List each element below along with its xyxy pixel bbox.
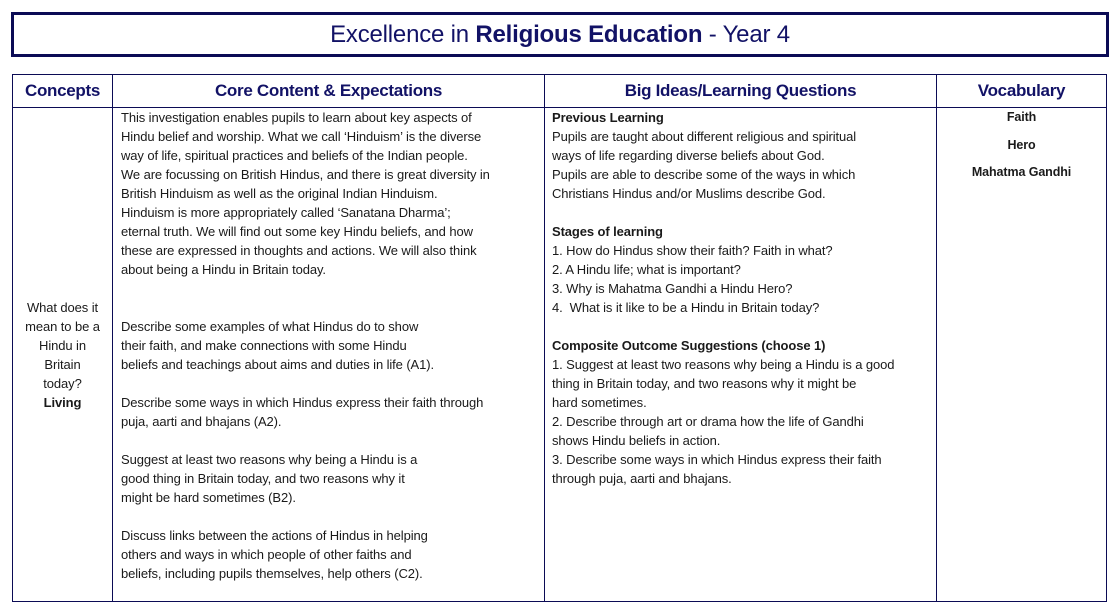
column-divider (112, 75, 113, 601)
composite-line: hard sometimes. (552, 395, 647, 410)
stages-section (552, 222, 934, 317)
core-intro-line: way of life, spiritual practices and beliefs of the Indian people. (121, 148, 468, 163)
title-suffix: - Year 4 (702, 20, 790, 48)
expectation-line: beliefs, including pupils themselves, help others (C2). (121, 566, 423, 581)
big-ideas-cell (552, 108, 934, 488)
vocab-term: Faith (1006, 110, 1037, 124)
core-intro-line: We are focussing on British Hindus, and there is great diversity in (121, 167, 490, 182)
core-intro-line: eternal truth. We will find out some key Hindu beliefs, and how (121, 224, 473, 239)
core-intro-line: Hinduism is more appropriately called ‘Sanatana Dharma’; (121, 205, 451, 220)
concept-question-line: mean to be a (25, 319, 100, 334)
expectation-line: Suggest at least two reasons why being a Hindu is a (121, 452, 418, 467)
stages-heading: Stages of learning (552, 224, 663, 239)
previous-learning-heading: Previous Learning (552, 110, 664, 125)
core-intro-line: This investigation enables pupils to learn about key aspects of (121, 110, 472, 125)
composite-line: thing in Britain today, and two reasons why it might be (552, 376, 857, 391)
concept-question-line: What does it (26, 300, 99, 315)
page-title (11, 12, 1109, 57)
concept-question-line: Hindu in (39, 338, 86, 353)
core-intro-line: British Hinduism as well as the original Indian Hinduism. (121, 186, 438, 201)
previous-learning-line: Pupils are able to describe some of the ways in which (552, 167, 856, 182)
expectation-a2 (121, 393, 541, 431)
previous-learning-line: ways of life regarding diverse beliefs about God. (552, 148, 825, 163)
vocab-term: Hero (1007, 137, 1036, 152)
core-intro-line: Hindu belief and worship. What we call ‘Hinduism’ is the diverse (121, 129, 482, 144)
expectation-a1 (121, 317, 541, 374)
stage-item: 4. What is it like to be a Hindu in Britain today? (552, 300, 820, 315)
expectation-b2 (121, 450, 541, 507)
expectation-line: Describe some ways in which Hindus express their faith through (121, 395, 484, 410)
core-intro-line: about being a Hindu in Britain today. (121, 262, 326, 277)
expectation-line: their faith, and make connections with some Hindu (121, 338, 407, 353)
stage-item: 1. How do Hindus show their faith? Faith in what? (552, 243, 833, 258)
vocabulary-cell (937, 108, 1106, 191)
concept-question-line: Britain (44, 357, 81, 372)
curriculum-table (12, 74, 1107, 602)
composite-line: 3. Describe some ways in which Hindus express their faith (552, 452, 882, 467)
stage-item: 2. A Hindu life; what is important? (552, 262, 741, 277)
core-content-cell (121, 108, 541, 583)
previous-learning-section (552, 108, 934, 203)
concept-question-line: today? (43, 376, 82, 391)
header-vocabulary: Vocabulary (977, 81, 1066, 100)
previous-learning-line: Pupils are taught about different religious and spiritual (552, 129, 857, 144)
composite-heading: Composite Outcome Suggestions (choose 1) (552, 338, 826, 353)
title-prefix: Excellence in (330, 20, 476, 48)
expectation-c2 (121, 526, 541, 583)
concept-cell (13, 298, 112, 412)
core-intro-line: these are expressed in thoughts and actions. We will also think (121, 243, 477, 258)
header-core-content: Core Content & Expectations (214, 81, 443, 100)
vocab-term: Mahatma Gandhi (971, 165, 1072, 179)
title-subject: Religious Education (475, 20, 703, 48)
expectation-line: Discuss links between the actions of Hindus in helping (121, 528, 428, 543)
previous-learning-line: Christians Hindus and/or Muslims describe God. (552, 186, 826, 201)
expectation-line: might be hard sometimes (B2). (121, 490, 296, 505)
concept-theme: Living (43, 395, 82, 410)
expectation-line: beliefs and teachings about aims and duties in life (A1). (121, 357, 434, 372)
core-intro (121, 108, 541, 279)
expectation-line: Describe some examples of what Hindus do to show (121, 319, 419, 334)
stage-item: 3. Why is Mahatma Gandhi a Hindu Hero? (552, 281, 793, 296)
composite-line: through puja, aarti and bhajans. (552, 471, 732, 486)
header-concepts: Concepts (24, 81, 101, 100)
expectation-line: puja, aarti and bhajans (A2). (121, 414, 282, 429)
composite-line: 2. Describe through art or drama how the life of Gandhi (552, 414, 864, 429)
composite-line: 1. Suggest at least two reasons why being a Hindu is a good (552, 357, 895, 372)
composite-line: shows Hindu beliefs in action. (552, 433, 721, 448)
column-divider (544, 75, 545, 601)
header-big-ideas: Big Ideas/Learning Questions (624, 81, 857, 100)
expectation-line: good thing in Britain today, and two reasons why it (121, 471, 405, 486)
expectation-line: others and ways in which people of other faiths and (121, 547, 412, 562)
composite-section (552, 336, 934, 488)
